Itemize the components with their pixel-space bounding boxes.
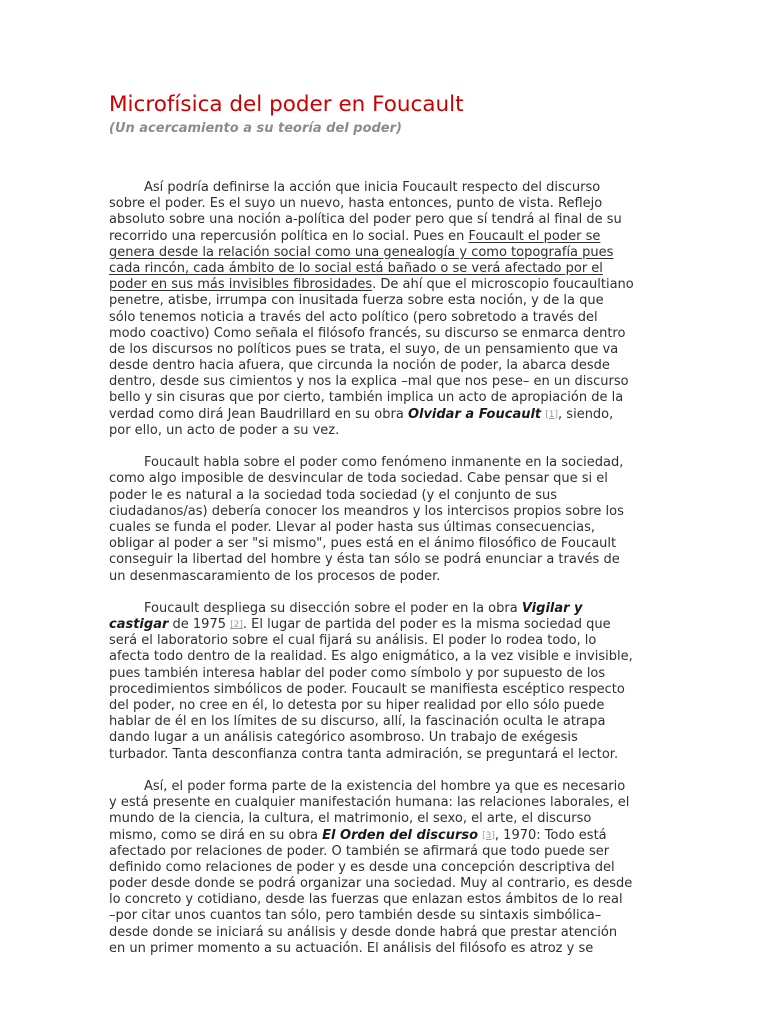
text-fragment: mismo, como se dirá en su obra	[109, 827, 323, 843]
text-line: sobre el poder. Es el suyo un nuevo, hasta entonces, punto de vista. Reflejo	[109, 196, 603, 212]
page-title: Microfísica del poder en Foucault	[109, 92, 464, 117]
paragraph-2	[109, 455, 641, 585]
paragraph-gap	[109, 763, 641, 779]
text-line: desde donde se iniciará su análisis y desde donde habrá que prestar atención	[109, 924, 618, 940]
paragraph-1	[109, 180, 641, 439]
underlined-quote: genera desde la relación social como una genealogía y como topografía pues	[109, 244, 614, 260]
text-line: un desenmascaramiento de los procesos de poder.	[109, 568, 441, 584]
page-subtitle: (Un acercamiento a su teoría del poder)	[109, 121, 402, 136]
text-line: en un primer momento a su actuación. El análisis del filósofo es atroz y se	[109, 940, 594, 956]
text-line: cuales se funda el poder. Llevar al poder hasta sus últimas consecuencias,	[109, 519, 595, 535]
text-line: dentro, desde sus cimientos y nos la explica –mal que nos pese– en un discurso	[109, 374, 629, 390]
text-line	[109, 277, 641, 293]
book-title: Vigilar y	[521, 600, 583, 616]
book-title: El Orden del discurso	[322, 827, 479, 843]
text-line: Así podría definirse la acción que inicia Foucault respecto del discurso	[144, 180, 601, 195]
text-line: –por citar unos cuantos tan sólo, pero también desde su sintaxis simbólica–	[109, 908, 602, 924]
text-line: pues también interesa hablar del poder como símbolo y por supuesto de los	[109, 665, 606, 681]
text-line: será el laboratorio sobre el cual fijará su análisis. El poder lo rodea todo, lo	[109, 633, 597, 649]
text-line	[109, 828, 641, 844]
text-line: ciudadanos/as) debería conocer los meandros y los intercisos propios sobre los	[109, 503, 624, 519]
text-fragment: , siendo,	[558, 406, 614, 422]
text-line: como algo imposible de desvincular de toda sociedad. Cabe pensar que si el	[109, 471, 608, 487]
text-line: penetre, atisbe, irrumpa con inusitada fuerza sobre esta noción, y de la que	[109, 293, 604, 309]
article-body	[109, 180, 641, 957]
paragraph-4	[109, 779, 641, 957]
text-line: obligar al poder a ser "si mismo", pues está en el ánimo filosófico de Foucault	[109, 536, 617, 552]
text-line: turbador. Tanta desconfianza contra tanta admiración, se preguntará el lector.	[109, 746, 619, 762]
underlined-quote: Foucault el poder se	[468, 228, 601, 244]
book-title: Olvidar a Foucault	[407, 406, 542, 422]
text-line: por ello, un acto de poder a su vez.	[109, 422, 340, 438]
book-title: castigar	[109, 617, 169, 633]
text-fragment: verdad como dirá Jean Baudrillard en su obra	[109, 406, 408, 422]
footnote-link-2[interactable]: [2]	[230, 620, 243, 631]
text-line: definido como relaciones de poder y es desde una concepción descriptiva del	[109, 859, 615, 875]
underlined-quote: poder en sus más invisibles fibrosidades	[109, 277, 373, 293]
text-line	[109, 617, 641, 633]
paragraph-3	[109, 601, 641, 763]
text-line: conseguir la libertad del hombre y ésta tan sólo se podrá enunciar a través de	[109, 552, 620, 568]
text-line: Foucault habla sobre el poder como fenómeno inmanente en la sociedad,	[144, 455, 624, 471]
text-fragment: recorrido una repercusión política en lo social. Pues en	[109, 228, 469, 244]
text-fragment: . El lugar de partida del poder es la misma sociedad que	[242, 617, 611, 633]
text-fragment: de 1975	[168, 617, 231, 633]
text-line: poder le es natural a la sociedad toda sociedad (y el conjunto de sus	[109, 487, 557, 503]
text-line: hablar de él en los límites de su discurso, allí, la fascinación oculta le atrapa	[109, 714, 606, 730]
paragraph-gap	[109, 585, 641, 601]
text-line: dando lugar a un análisis categórico asombroso. Un trabajo de exégesis	[109, 730, 578, 746]
text-line: desde dentro hacia afuera, que circunda la noción de poder, la abarca desde	[109, 358, 610, 374]
text-line: procedimientos simbólicos de poder. Foucault se manifiesta escéptico respecto	[109, 681, 625, 697]
text-line: afectado por relaciones de poder. O también se afirmará que todo puede ser	[109, 843, 610, 859]
footnote-link-3[interactable]: [3]	[482, 830, 495, 841]
text-line: modo coactivo) Como señala el filósofo francés, su discurso se enmarca dentro	[109, 325, 626, 341]
text-line: bello y sin cisuras que por cierto, también implica un acto de apropiación de la	[109, 390, 624, 406]
text-line	[109, 601, 641, 617]
text-fragment: , 1970: Todo está	[494, 827, 607, 843]
footnote-link-1[interactable]: [1]	[545, 409, 559, 420]
text-line: sólo tenemos noticia a través del acto político (pero sobretodo a través del	[109, 309, 598, 325]
underlined-quote: cada rincón, cada ámbito de lo social está bañado o se verá afectado por el	[109, 260, 603, 276]
text-fragment: Foucault despliega su disección sobre el poder en la obra	[144, 600, 522, 616]
text-line	[109, 229, 641, 245]
text-fragment: . De ahí que el microscopio foucaultiano	[372, 277, 634, 293]
text-line: afecta todo dentro de la realidad. Es algo enigmático, a la vez visible e invisible,	[109, 649, 633, 665]
text-line: poder desde donde se podrá organizar una sociedad. Muy al contrario, es desde	[109, 876, 633, 892]
text-line: absoluto sobre una noción a-política del poder pero que sí tendrá al final de su	[109, 212, 622, 228]
text-line	[109, 407, 641, 423]
text-line: del poder, no cree en él, lo detesta por su hiper realidad por ello sólo puede	[109, 698, 605, 713]
text-line: lo concreto y cotidiano, desde las fuerzas que enlazan estos ámbitos de lo real	[109, 892, 623, 908]
text-line: de los discursos no políticos pues se trata, el suyo, de un pensamiento que va	[109, 341, 619, 357]
text-line: Así, el poder forma parte de la existencia del hombre ya que es necesario	[144, 778, 626, 794]
text-line: mundo de la ciencia, la cultura, el matrimonio, el sexo, el arte, el discurso	[109, 811, 592, 827]
text-line: y está presente en cualquier manifestación humana: las relaciones laborales, el	[109, 795, 630, 811]
paragraph-gap	[109, 439, 641, 455]
